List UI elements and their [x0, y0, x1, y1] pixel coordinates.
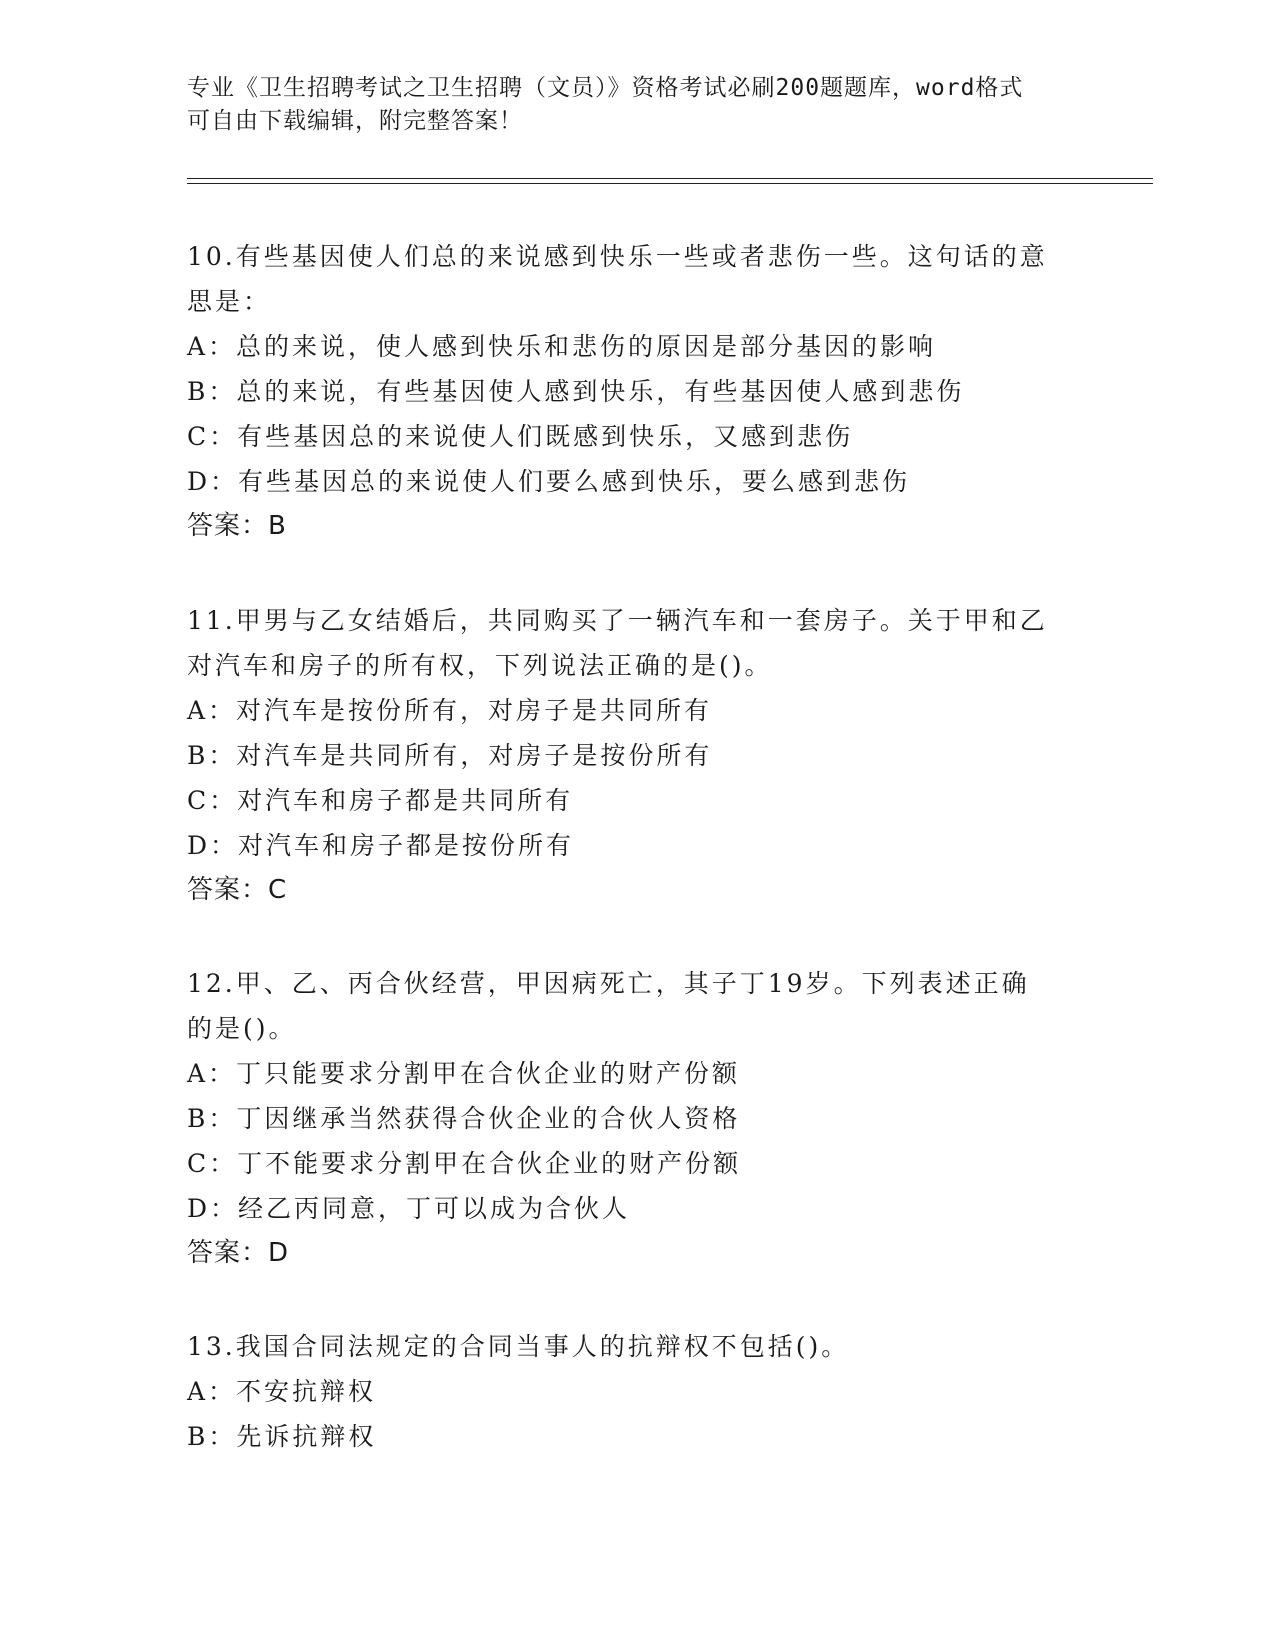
option-b: B：对汽车是共同所有，对房子是按份所有: [187, 741, 713, 770]
question-11: [187, 598, 1087, 913]
answer: 答案：B: [187, 511, 287, 541]
header-line-1: 专业《卫生招聘考试之卫生招聘（文员）》资格考试必刷200题题库，word格式: [187, 75, 1024, 101]
option-a: A：丁只能要求分割甲在合伙企业的财产份额: [187, 1059, 741, 1088]
option-b: B：总的来说，有些基因使人感到快乐，有些基因使人感到悲伤: [187, 377, 965, 406]
option-d: D：有些基因总的来说使人们要么感到快乐，要么感到悲伤: [187, 467, 911, 496]
option-a: A：不安抗辩权: [187, 1377, 377, 1406]
header-line-2: 可自由下载编辑，附完整答案！: [187, 108, 523, 134]
option-d: D：对汽车和房子都是按份所有: [187, 831, 575, 860]
option-d: D：经乙丙同意，丁可以成为合伙人: [187, 1194, 631, 1223]
answer: 答案：D: [187, 1238, 290, 1268]
option-b: B：先诉抗辩权: [187, 1422, 377, 1451]
option-b: B：丁因继承当然获得合伙企业的合伙人资格: [187, 1104, 741, 1133]
header-divider-top: [187, 178, 1153, 179]
document-header: [187, 72, 1087, 138]
header-divider-bottom: [187, 183, 1153, 184]
option-a: A：对汽车是按份所有，对房子是共同所有: [187, 696, 713, 725]
question-stem-line-1: 12.甲、乙、丙合伙经营，甲因病死亡，其子丁19岁。下列表述正确: [187, 969, 1030, 998]
question-stem-line-2: 的是()。: [187, 1014, 297, 1043]
question-10: [187, 234, 1087, 549]
question-stem-line-1: 10.有些基因使人们总的来说感到快乐一些或者悲伤一些。这句话的意: [187, 242, 1048, 271]
option-c: C：有些基因总的来说使人们既感到快乐，又感到悲伤: [187, 422, 854, 451]
question-12: [187, 961, 1087, 1276]
option-c: C：对汽车和房子都是共同所有: [187, 786, 574, 815]
question-13: [187, 1324, 1087, 1459]
answer: 答案：C: [187, 875, 288, 905]
option-a: A：总的来说，使人感到快乐和悲伤的原因是部分基因的影响: [187, 332, 937, 361]
question-stem-line-2: 对汽车和房子的所有权，下列说法正确的是()。: [187, 651, 773, 680]
option-c: C：丁不能要求分割甲在合伙企业的财产份额: [187, 1149, 742, 1178]
question-stem-line-1: 13.我国合同法规定的合同当事人的抗辩权不包括()。: [187, 1332, 850, 1361]
question-stem-line-2: 思是：: [187, 287, 272, 316]
question-stem-line-1: 11.甲男与乙女结婚后，共同购买了一辆汽车和一套房子。关于甲和乙: [187, 606, 1048, 635]
